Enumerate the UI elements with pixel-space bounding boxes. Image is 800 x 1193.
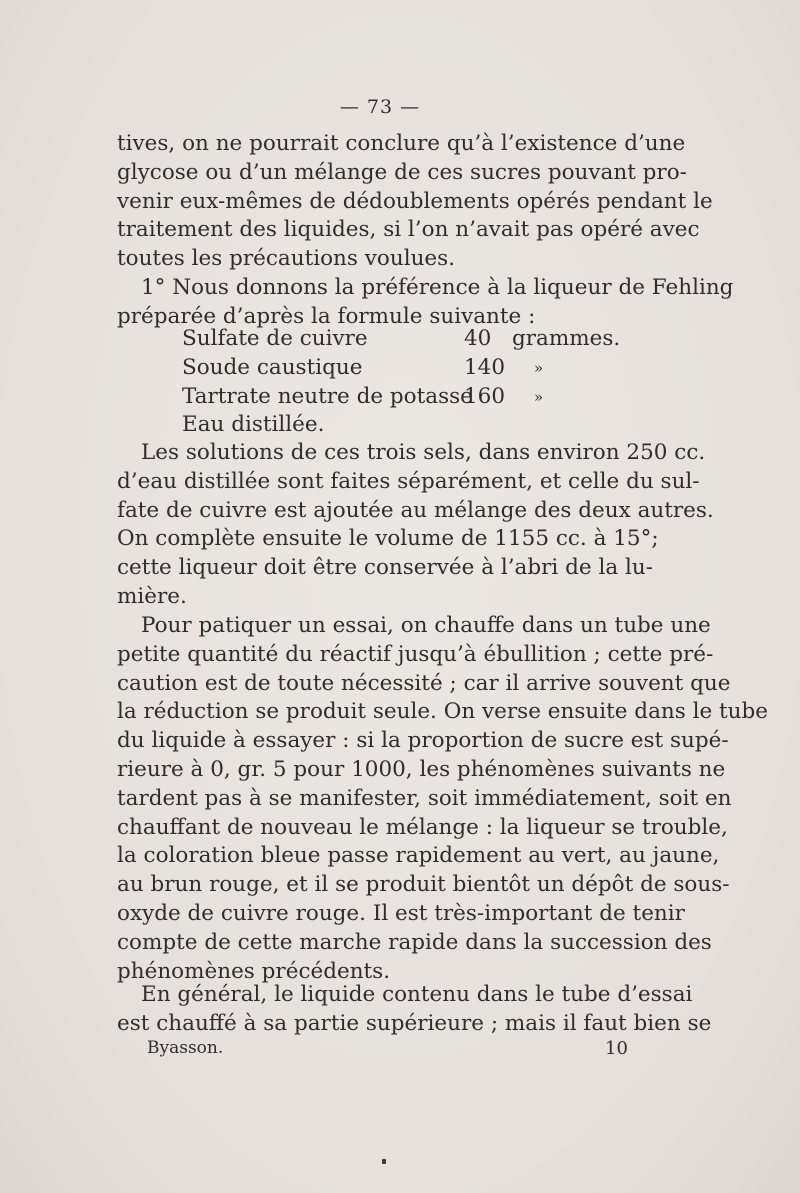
text-line: tives, on ne pourrait conclure qu’à l’existence d’une <box>117 131 686 156</box>
sheet-number: 10 <box>605 1038 628 1059</box>
paragraph-1 <box>117 130 713 274</box>
text-line: glycose ou d’un mélange de ces sucres pouvant pro- <box>117 159 687 185</box>
signature-mark: Byasson. <box>147 1038 224 1058</box>
ingredient-unit: » <box>534 358 544 377</box>
text-line: phénomènes précédents. <box>117 958 391 984</box>
text-line: petite quantité du réactif jusqu’à ébullition ; cette pré- <box>117 641 714 667</box>
text-line: En général, le liquide contenu dans le tube d’essai <box>141 982 693 1007</box>
text-line: traitement des liquides, si l’on n’avait pas opéré avec <box>117 217 700 243</box>
ingredient-quantity: 40 <box>464 326 492 351</box>
text-line: du liquide à essayer : si la proportion de sucre est supé- <box>117 728 729 754</box>
text-line: venir eux-mêmes de dédoublements opérés pendant le <box>117 188 713 214</box>
paper-speck <box>382 1159 386 1164</box>
text-line: cette liqueur doit être conservée à l’abri de la lu- <box>117 555 653 581</box>
text-line: Les solutions de ces trois sels, dans environ 250 cc. <box>141 440 706 465</box>
ingredient-quantity: 160 <box>464 383 506 409</box>
text-line: 1° Nous donnons la préférence à la liqueur de Fehling <box>141 275 734 300</box>
ingredient-quantity: 140 <box>464 354 506 380</box>
text-line: oxyde de cuivre rouge. Il est très-important de tenir <box>117 900 685 926</box>
formula-row <box>182 354 602 383</box>
paragraph-5 <box>117 981 712 1039</box>
paragraph-3 <box>117 439 714 612</box>
text-line: chauffant de nouveau le mélange : la liqueur se trouble, <box>117 814 728 840</box>
formula-row <box>182 411 602 440</box>
ingredient-name: Sulfate de cuivre <box>182 326 368 351</box>
ingredient-name: Eau distillée. <box>182 412 325 438</box>
text-line: Pour patiquer un essai, on chauffe dans un tube une <box>141 613 711 638</box>
text-line: fate de cuivre est ajoutée au mélange des deux autres. <box>117 497 714 523</box>
ingredient-unit: » <box>534 387 544 406</box>
text-line: d’eau distillée sont faites séparément, et celle du sul- <box>117 468 700 494</box>
fehling-formula <box>182 325 621 440</box>
ingredient-unit: grammes. <box>512 326 621 351</box>
text-line: tardent pas à se manifester, soit immédiatement, soit en <box>117 785 732 811</box>
text-line: rieure à 0, gr. 5 pour 1000, les phénomènes suivants ne <box>117 756 726 782</box>
text-line: compte de cette marche rapide dans la succession des <box>117 929 712 955</box>
text-line: la réduction se produit seule. On verse ensuite dans le tube <box>117 699 769 725</box>
text-line: caution est de toute nécessité ; car il arrive souvent que <box>117 670 731 696</box>
text-line: toutes les précautions voulues. <box>117 246 456 272</box>
text-line: est chauffé à sa partie supérieure ; mais il faut bien se <box>117 1010 712 1036</box>
ingredient-name: Soude caustique <box>182 354 363 380</box>
text-line: On complète ensuite le volume de 1155 cc. à 15°; <box>117 526 659 552</box>
page-number-header: — 73 — <box>339 96 421 118</box>
text-line: la coloration bleue passe rapidement au vert, au jaune, <box>117 843 720 869</box>
text-line: préparée d’après la formule suivante : <box>117 303 536 329</box>
formula-row <box>182 325 621 354</box>
ingredient-name: Tartrate neutre de potasse <box>182 383 473 409</box>
paragraph-4 <box>117 612 769 986</box>
paragraph-2 <box>117 274 734 332</box>
text-line: au brun rouge, et il se produit bientôt un dépôt de sous- <box>117 872 730 898</box>
formula-row <box>182 383 602 412</box>
text-line: mière. <box>117 583 187 609</box>
